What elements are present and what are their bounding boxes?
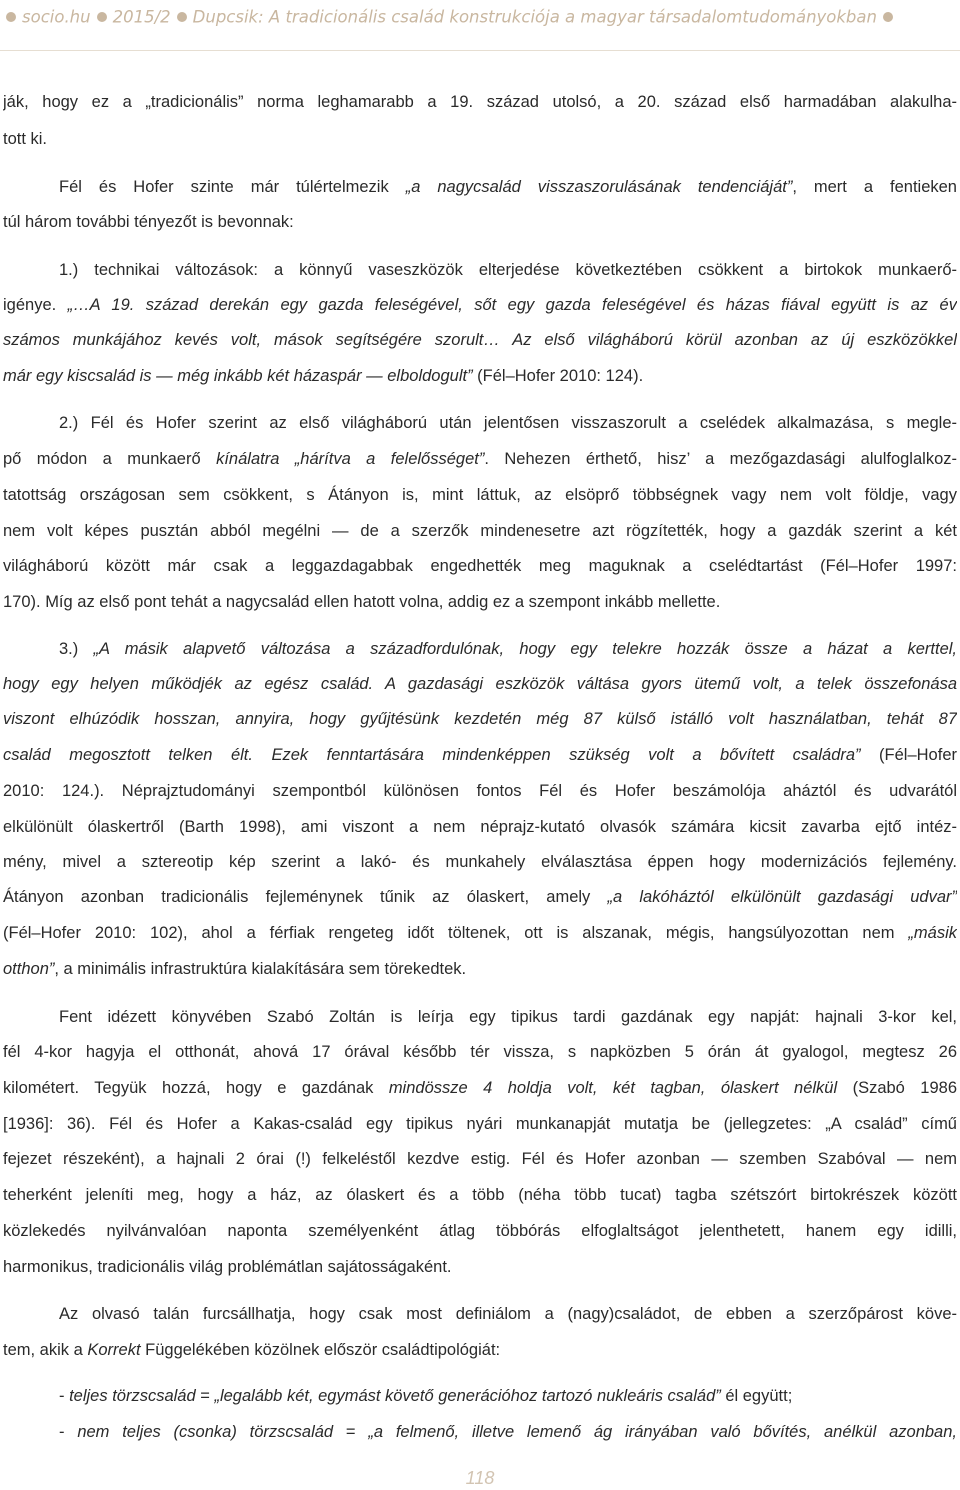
bullet-icon [883, 12, 893, 22]
running-header [0, 0, 960, 34]
text-line: Fent idézett könyvében Szabó Zoltán is leírja egy tipikus tardi gazdának egy napját: hajnali 3-kor kel, [59, 1008, 957, 1026]
bullet-icon [177, 12, 187, 22]
text-line: család megosztott telken élt. Ezek fenntartására mindenképpen szükség volt a bővített családra” (Fél–Hofer [3, 746, 957, 764]
text-line: (Fél–Hofer 2010: 102), ahol a férfiak rengeteg időt töltenek, ott is alszanak, mégis, hangsúlyozottan nem „másik [3, 924, 957, 942]
text-line: Az olvasó talán furcsállhatja, hogy csak most definiálom a (nagy)családot, de ebben a szerzőpárost köve- [59, 1305, 957, 1323]
text-line: 2010: 124.). Néprajztudományi szempontból különösen fontos Fél és Hofer beszámolója aháztól és udvarától [3, 782, 957, 800]
text-line: [1936]: 36). Fél és Hofer a Kakas-család egy tipikus nyári munkanapját mutatja be (jellegzetes: „A család” című [3, 1115, 957, 1133]
header-issue: 2015/2 [112, 7, 171, 27]
text-line: Fél és Hofer szinte már túlértelmezik „a nagycsalád visszaszorulásának tendenciáját”, mert a fentieken [59, 178, 957, 196]
text-line: fejezet részeként), a hajnali 2 órai (!) felkeléstől kezdve estig. Fél és Hofer azonban — szemben Szabóval — nem [3, 1150, 957, 1168]
header-article-title: Dupcsik: A tradicionális család konstrukciója a magyar társadalomtudományokban [192, 7, 877, 27]
bullet-icon [97, 12, 107, 22]
bullet-icon [6, 12, 16, 22]
text-line: közlekedés nyilvánvalóan naponta személyenként átlag többórás elfoglaltságot jelenthetett, hanem egy idilli, [3, 1222, 957, 1240]
header-site: socio.hu [22, 7, 91, 27]
header-divider [0, 50, 960, 51]
list-item: - teljes törzscsalád = „legalább két, egymást követő generációhoz tartozó nukleáris család” él együtt; [59, 1387, 793, 1405]
text-line: hogy egy helyen működjék az egész család. A gazdasági eszközök váltása gyors ütemű volt, a telek összefonása [3, 675, 957, 693]
text-line: otthon”, a minimális infrastruktúra kialakítására sem törekedtek. [3, 960, 467, 978]
text-line: harmonikus, tradicionális világ problémátlan sajátosságaként. [3, 1258, 452, 1276]
text-line: 3.) „A másik alapvető változása a századfordulónak, hogy egy telekre hozzák össze a házat a kerttel, [59, 640, 957, 658]
text-line: 170). Míg az első pont tehát a nagycsalád ellen hatott volna, addig ez a szempont inkább mellette. [3, 593, 721, 611]
text-line: ják, hogy ez a „tradicionális” norma leghamarabb a 19. század utolsó, a 20. század első harmadában alakulha- [3, 93, 957, 111]
text-line: túl három további tényezőt is bevonnak: [3, 213, 294, 231]
list-item: - nem teljes (csonka) törzscsalád = „a felmenő, illetve lemenő ág irányában való bővítés, anélkül azonban, [59, 1423, 957, 1441]
text-line: teherként jeleníti meg, hogy a ház, az ólaskert és a több (néha több tucat) tagba szétszórt birtokrészek között [3, 1186, 957, 1204]
text-line: pő módon a munkaerő kínálatra „hárítva a felelősséget”. Nehezen érthető, hisz’ a mezőgazdasági alulfoglalkoz- [3, 450, 957, 468]
text-line: mény, mivel a sztereotip kép szerint a lakó- és munkahely elválasztása éppen hogy modernizációs fejlemény. [3, 853, 957, 871]
text-line: elkülönült ólaskertről (Barth 1998), ami viszont a nem néprajz-kutató olvasók számára kicsit zavarba ejtő intéz- [3, 818, 957, 836]
text-line: tott ki. [3, 130, 48, 148]
text-line: 1.) technikai változások: a könnyű vaseszközök elterjedése következtében csökkent a birtokok munkaerő- [59, 261, 957, 279]
text-line: nem volt képes pusztán abból megélni — de a szerzők mindenesetre azt rögzítették, hogy a gazdák szerint a két [3, 522, 957, 540]
text-line: tatottság országosan sem csökkent, s Átányon is, mint láttuk, az elsöprő többségnek vagy nem volt földje, vagy [3, 486, 957, 504]
text-line: 2.) Fél és Hofer szerint az első világháború után jelentősen visszaszorult a cselédek alkalmazása, s meglе- [59, 414, 957, 432]
text-line: tem, akik a Korrekt Függelékében közölnek először családtipológiát: [3, 1341, 501, 1359]
text-line: fél 4-kor hagyja el otthonát, ahová 17 órával később tér vissza, s napközben 5 órán át gyalogol, megtesz 26 [3, 1043, 957, 1061]
text-line: világháború között már csak a leggazdagabbak engedhették meg maguknak a cselédtartást (Fél–Hofer 1997: [3, 557, 957, 575]
text-line: viszont elhúzódik hosszan, annyira, hogy gyűjtésünk kezdetén még 87 külső istálló volt használatban, tehát 87 [3, 710, 957, 728]
text-line: számos munkájához kevés volt, mások segítségére szorult… Az első világháború körül azonban az új eszközökkel [3, 331, 957, 349]
page-number: 118 [465, 1468, 495, 1488]
text-line: kilométert. Tegyük hozzá, hogy e gazdának mindössze 4 holdja volt, két tagban, ólaskert nélkül (Szabó 1986 [3, 1079, 957, 1097]
text-line: Átányon azonban tradicionális fejleménynek tűnik az ólaskert, amely „a lakóháztól elkülönült gazdasági udvar” [3, 888, 957, 906]
text-line: már egy kiscsalád is — még inkább két házaspár — elboldogult” (Fél–Hofer 2010: 124). [3, 367, 644, 385]
text-line: igénye. „…A 19. század derekán egy gazda feleségével, sőt egy gazda feleségével és házas fiával együtt is az év [3, 296, 957, 314]
